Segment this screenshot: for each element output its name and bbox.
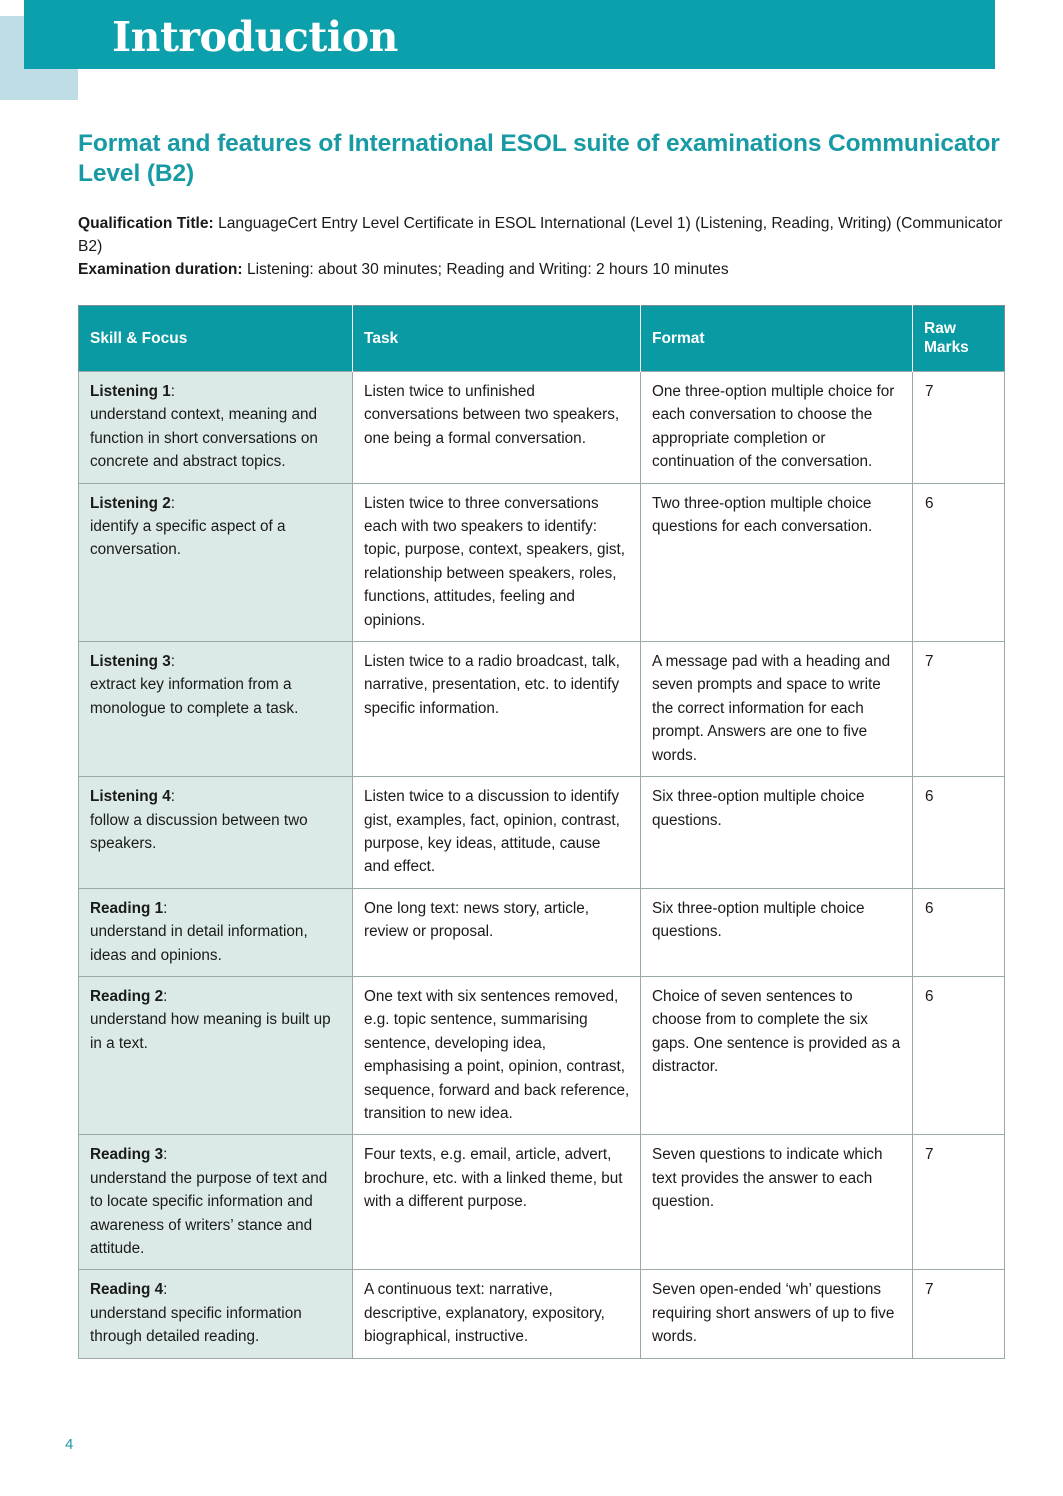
cell-format: Choice of seven sentences to choose from to complete the six gaps. One sentence is provided as a distractor. xyxy=(641,976,913,1134)
skill-name: Listening 4 xyxy=(90,788,171,806)
table-row xyxy=(79,642,1005,777)
cell-task: One text with six sentences removed, e.g. topic sentence, summarising sentence, developing idea, emphasising a point, opinion, contrast, sequence, forward and back reference, transition to new idea. xyxy=(353,976,641,1134)
skill-description: understand how meaning is built up in a text. xyxy=(90,1011,331,1052)
qualification-title-line xyxy=(78,212,1008,258)
skills-and-focus-table xyxy=(78,305,1005,1359)
qualification-title-value: LanguageCert Entry Level Certificate in ESOL International (Level 1) (Listening, Reading, Writing) (Communicator B2) xyxy=(78,215,1003,255)
skill-name: Listening 3 xyxy=(90,653,171,671)
cell-skill-focus: Reading 1: understand in detail information, ideas and opinions. xyxy=(79,888,353,976)
skill-name: Reading 3 xyxy=(90,1146,164,1164)
cell-task: One long text: news story, article, review or proposal. xyxy=(353,888,641,976)
table-header-row xyxy=(79,306,1005,372)
cell-format: A message pad with a heading and seven prompts and space to write the correct information for each prompt. Answers are one to five words. xyxy=(641,642,913,777)
skill-description: extract key information from a monologue to complete a task. xyxy=(90,676,299,717)
cell-raw-marks: 6 xyxy=(913,976,1005,1134)
cell-format: Two three-option multiple choice questions for each conversation. xyxy=(641,483,913,641)
page-header-banner xyxy=(0,0,1063,102)
cell-raw-marks: 7 xyxy=(913,1270,1005,1358)
cell-skill-focus: Listening 2: identify a specific aspect of a conversation. xyxy=(79,483,353,641)
cell-skill-focus: Reading 3: understand the purpose of text and to locate specific information and awareness of writers’ stance and attitude. xyxy=(79,1135,353,1270)
cell-format: Six three-option multiple choice questions. xyxy=(641,777,913,889)
skill-name: Reading 1 xyxy=(90,899,164,917)
table-row xyxy=(79,888,1005,976)
table-row xyxy=(79,1135,1005,1270)
column-header-skill-focus: Skill & Focus xyxy=(79,306,353,372)
table-row xyxy=(79,1270,1005,1358)
cell-task: A continuous text: narrative, descriptive, explanatory, expository, biographical, instructive. xyxy=(353,1270,641,1358)
cell-task: Listen twice to a radio broadcast, talk, narrative, presentation, etc. to identify specific information. xyxy=(353,642,641,777)
cell-format: Seven questions to indicate which text provides the answer to each question. xyxy=(641,1135,913,1270)
skill-description: understand in detail information, ideas and opinions. xyxy=(90,923,308,964)
cell-format: Six three-option multiple choice questions. xyxy=(641,888,913,976)
column-header-format: Format xyxy=(641,306,913,372)
qualification-title-label: Qualification Title: xyxy=(78,215,214,232)
cell-raw-marks: 7 xyxy=(913,642,1005,777)
table-row xyxy=(79,372,1005,484)
skill-description: understand specific information through detailed reading. xyxy=(90,1304,302,1346)
table-row xyxy=(79,976,1005,1134)
cell-task: Listen twice to unfinished conversations between two speakers, one being a formal conversation. xyxy=(353,372,641,484)
cell-format: One three-option multiple choice for each conversation to choose the appropriate completion or continuation of the conversation. xyxy=(641,372,913,484)
skill-description: identify a specific aspect of a conversation. xyxy=(90,518,286,559)
cell-raw-marks: 6 xyxy=(913,888,1005,976)
cell-format: Seven open-ended ‘wh’ questions requiring short answers of up to five words. xyxy=(641,1270,913,1358)
table-row xyxy=(79,483,1005,641)
table-header xyxy=(79,306,1005,372)
cell-task: Listen twice to a discussion to identify gist, examples, fact, opinion, contrast, purpose, key ideas, attitude, cause and effect. xyxy=(353,777,641,889)
cell-raw-marks: 7 xyxy=(913,372,1005,484)
table-row xyxy=(79,777,1005,889)
examination-duration-label: Examination duration: xyxy=(78,261,243,278)
skill-name: Listening 2 xyxy=(90,494,171,512)
cell-raw-marks: 6 xyxy=(913,483,1005,641)
cell-skill-focus: Reading 2: understand how meaning is built up in a text. xyxy=(79,976,353,1134)
cell-skill-focus: Listening 1: understand context, meaning and function in short conversations on concrete and abstract topics. xyxy=(79,372,353,484)
cell-skill-focus: Listening 4: follow a discussion between two speakers. xyxy=(79,777,353,889)
cell-task: Listen twice to three conversations each with two speakers to identify: topic, purpose, context, speakers, gist, relationship between speakers, roles, functions, attitudes, feeling and opinions. xyxy=(353,483,641,641)
skill-description: understand context, meaning and function in short conversations on concrete and abstract topics. xyxy=(90,406,318,471)
cell-raw-marks: 6 xyxy=(913,777,1005,889)
exam-meta-block xyxy=(78,212,1008,281)
page-title: Format and features of International ESOL suite of examinations Communicator Level (B2) xyxy=(78,130,1000,187)
cell-raw-marks: 7 xyxy=(913,1135,1005,1270)
cell-task: Four texts, e.g. email, article, advert, brochure, etc. with a linked theme, but with a different purpose. xyxy=(353,1135,641,1270)
table-body xyxy=(79,372,1005,1359)
column-header-raw-marks: Raw Marks xyxy=(913,306,1005,372)
skill-description: follow a discussion between two speakers. xyxy=(90,811,308,852)
examination-duration-line xyxy=(78,258,1008,281)
page-content xyxy=(78,129,1008,1359)
cell-skill-focus: Listening 3: extract key information from a monologue to complete a task. xyxy=(79,642,353,777)
cell-skill-focus: Reading 4: understand specific information through detailed reading. xyxy=(79,1270,353,1358)
page-number: 4 xyxy=(65,1436,74,1453)
banner-title: Introduction xyxy=(112,13,398,61)
skill-name: Reading 2 xyxy=(90,987,164,1005)
examination-duration-value: Listening: about 30 minutes; Reading and Writing: 2 hours 10 minutes xyxy=(242,261,729,278)
column-header-task: Task xyxy=(353,306,641,372)
skill-description: understand the purpose of text and to locate specific information and awareness of writers’ stance and attitude. xyxy=(90,1169,328,1257)
skill-name: Listening 1 xyxy=(90,383,171,400)
skill-name: Reading 4 xyxy=(90,1281,164,1299)
